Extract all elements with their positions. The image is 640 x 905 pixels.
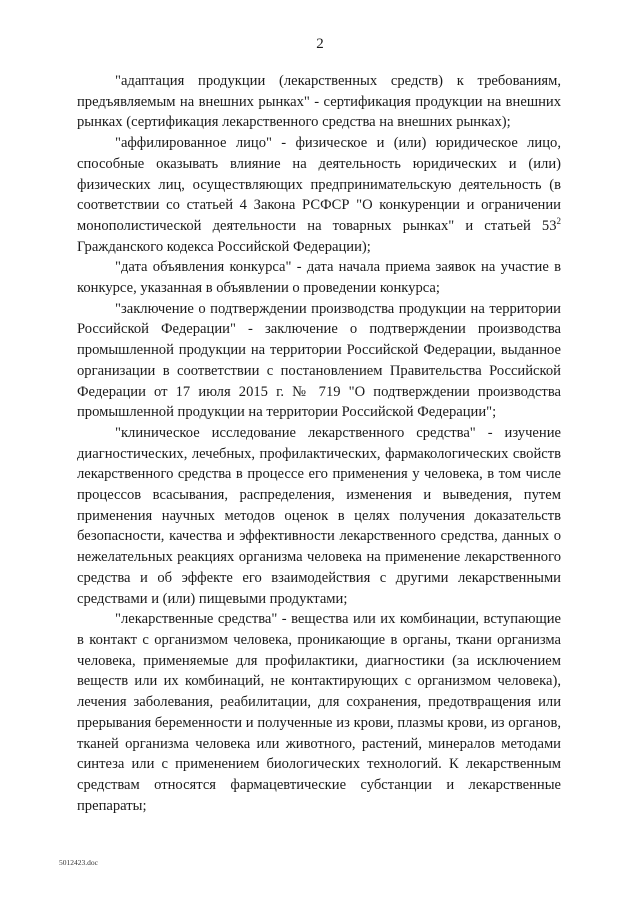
definition-paragraph: "заключение о подтверждении производства продукции на территории Российской Федерации" - заключение о подтверждении производства промышленной продукции на территории Российской Федерации, выданное организации в соответствии с постановлением Правительства Российской Федерации от 17 июля 2015 г. № 719 "О подтверждении производства промышленной продукции на территории Российской Федерации"; xyxy=(77,300,561,421)
definition-paragraph: "дата объявления конкурса" - дата начала приема заявок на участие в конкурсе, указанная в объявлении о проведении конкурса; xyxy=(77,259,561,297)
paragraph-text: Гражданского кодекса Российской Федерации); xyxy=(77,238,371,255)
footer-filename: 5012423.doc xyxy=(59,858,98,867)
superscript: 2 xyxy=(556,215,561,226)
document-body xyxy=(77,71,561,816)
definition-paragraph: "адаптация продукции (лекарственных средств) к требованиям, предъявляемым на внешних рынках" - сертификация продукции на внешних рынках (сертификация лекарственного средства на внешних рынках); xyxy=(77,73,561,131)
definition-paragraph: "лекарственные средства" - вещества или их комбинации, вступающие в контакт с организмом человека, проникающие в органы, ткани организма человека, применяемые для профилактики, диагностики (за исключением веществ или их комбинаций, не контактирующих с организмом человека), лечения заболевания, реабилитации, для сохранения, предотвращения или прерывания беременности и полученные из крови, плазмы крови, из органов, тканей организма человека или животного, растений, минералов методами синтеза или с применением биологических технологий. К лекарственным средствам относятся фармацевтические субстанции и лекарственные препараты; xyxy=(77,611,561,814)
paragraph-text: "аффилированное лицо" - физическое и (или) юридическое лицо, способные оказывать влияние на деятельность юридических и (или) физических лиц, осуществляющих предпринимательскую деятельность (в соответствии со статьей 4 Закона РСФСР "О конкуренции и ограничении монополистической деятельности на товарных рынках" и статьей 53 xyxy=(77,135,561,234)
definition-paragraph: "клиническое исследование лекарственного средства" - изучение диагностических, лечебных, профилактических, фармакологических свойств лекарственного средства в процессе его применения у человека, в том числе процессов всасывания, распределения, изменения и выведения, путем применения научных методов оценок в целях получения доказательств безопасности, качества и эффективности лекарственного средства, данных о нежелательных реакциях организма человека на применение лекарственного средства и об эффекте его взаимодействия с другими лекарственными средствами и (или) пищевыми продуктами; xyxy=(77,424,561,607)
definition-paragraph xyxy=(77,133,561,257)
page-number: 2 xyxy=(316,36,324,52)
